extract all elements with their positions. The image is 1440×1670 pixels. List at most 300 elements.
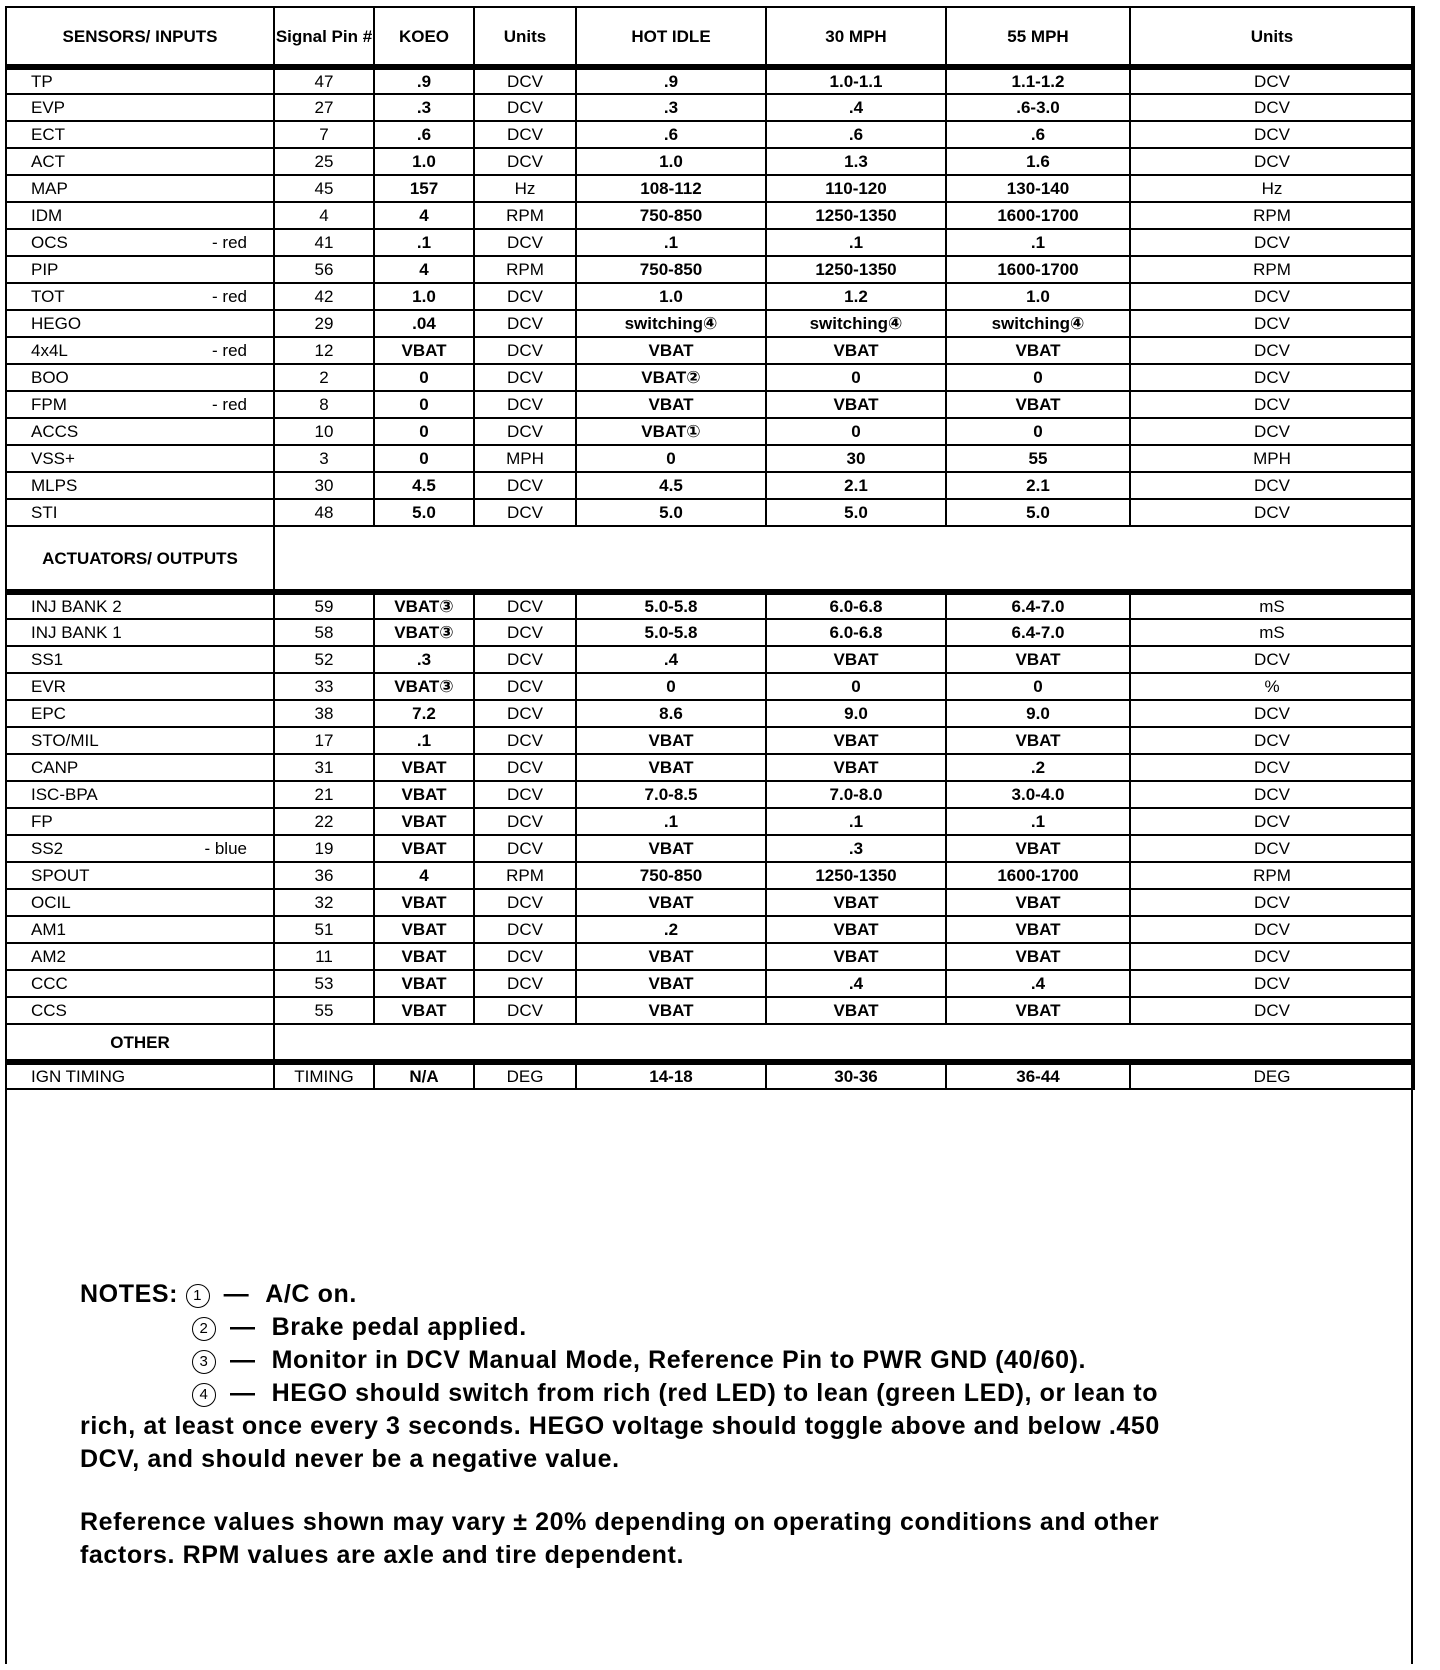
note-text-2: Brake pedal applied. <box>271 1313 527 1341</box>
table-row <box>6 889 1414 916</box>
component-name: CANP <box>31 757 79 777</box>
component-name: TP <box>31 71 53 91</box>
note-line-1 <box>80 1278 1320 1311</box>
cell-koeo: VBAT <box>374 754 474 781</box>
cell-units: DCV <box>474 916 576 943</box>
row-label <box>6 619 274 646</box>
header-units: Units <box>474 7 576 67</box>
row-label <box>6 889 274 916</box>
cell-hot-idle: VBAT <box>576 391 766 418</box>
component-name: STO/MIL <box>31 730 99 750</box>
component-name: SS1 <box>31 649 64 669</box>
cell-units2: mS <box>1130 619 1414 646</box>
cell-mph30: 7.0-8.0 <box>766 781 946 808</box>
row-label <box>6 445 274 472</box>
row-label <box>6 754 274 781</box>
cell-mph55: 130-140 <box>946 175 1130 202</box>
cell-units: Hz <box>474 175 576 202</box>
cell-pin: 45 <box>274 175 374 202</box>
cell-koeo: 0 <box>374 364 474 391</box>
cell-hot-idle: 1.0 <box>576 148 766 175</box>
cell-mph30: .1 <box>766 229 946 256</box>
cell-units2: DCV <box>1130 310 1414 337</box>
cell-units2: DCV <box>1130 67 1414 94</box>
cell-mph30: .6 <box>766 121 946 148</box>
component-name: MLPS <box>31 475 78 495</box>
cell-mph30: 1.3 <box>766 148 946 175</box>
row-label <box>6 202 274 229</box>
cell-koeo: 0 <box>374 445 474 472</box>
component-name: AM1 <box>31 919 66 939</box>
cell-pin: 25 <box>274 148 374 175</box>
note-number-1: 1 <box>186 1284 210 1308</box>
component-name: MAP <box>31 178 68 198</box>
reference-line-1: Reference values shown may vary ± 20% depending on operating conditions and other <box>80 1508 1160 1536</box>
cell-hot-idle: VBAT <box>576 835 766 862</box>
cell-units2: % <box>1130 673 1414 700</box>
cell-pin: 56 <box>274 256 374 283</box>
cell-units2: DCV <box>1130 283 1414 310</box>
cell-units: DCV <box>474 943 576 970</box>
cell-pin: 47 <box>274 67 374 94</box>
cell-mph30: .4 <box>766 94 946 121</box>
component-name: AM2 <box>31 946 66 966</box>
cell-koeo: VBAT <box>374 943 474 970</box>
table-row <box>6 943 1414 970</box>
cell-hot-idle: .9 <box>576 67 766 94</box>
cell-hot-idle: .1 <box>576 229 766 256</box>
section-actuators <box>6 526 1414 592</box>
component-name: SPOUT <box>31 865 90 885</box>
note-continuation-2: DCV, and should never be a negative value. <box>80 1445 620 1473</box>
row-label <box>6 418 274 445</box>
cell-koeo: VBAT <box>374 781 474 808</box>
cell-mph55: 6.4-7.0 <box>946 619 1130 646</box>
cell-units2: DCV <box>1130 781 1414 808</box>
cell-koeo: VBAT③ <box>374 673 474 700</box>
cell-units: DCV <box>474 499 576 526</box>
cell-pin: 19 <box>274 835 374 862</box>
cell-units: DCV <box>474 148 576 175</box>
table-row <box>6 202 1414 229</box>
component-name: TOT <box>31 286 65 306</box>
cell-units2: RPM <box>1130 202 1414 229</box>
wire-color: - red <box>212 395 247 414</box>
cell-mph55: 0 <box>946 673 1130 700</box>
cell-units: DCV <box>474 997 576 1024</box>
table-row <box>6 121 1414 148</box>
cell-units: DCV <box>474 835 576 862</box>
cell-mph30: 9.0 <box>766 700 946 727</box>
cell-mph30: 1.0-1.1 <box>766 67 946 94</box>
cell-mph55: VBAT <box>946 916 1130 943</box>
cell-units2: DCV <box>1130 499 1414 526</box>
cell-mph55: VBAT <box>946 889 1130 916</box>
cell-units: DCV <box>474 970 576 997</box>
cell-koeo: 157 <box>374 175 474 202</box>
cell-koeo: VBAT <box>374 889 474 916</box>
cell-mph30: 110-120 <box>766 175 946 202</box>
cell-mph55: 2.1 <box>946 472 1130 499</box>
cell-units2: DCV <box>1130 727 1414 754</box>
cell-mph30: switching④ <box>766 310 946 337</box>
cell-hot-idle: VBAT <box>576 889 766 916</box>
cell-mph55: VBAT <box>946 391 1130 418</box>
row-label <box>6 916 274 943</box>
cell-units2: DCV <box>1130 808 1414 835</box>
cell-mph30: 6.0-6.8 <box>766 619 946 646</box>
note-text-4: HEGO should switch from rich (red LED) to lean (green LED), or lean to <box>271 1379 1159 1407</box>
cell-mph30: 1250-1350 <box>766 862 946 889</box>
cell-units2: RPM <box>1130 256 1414 283</box>
row-label <box>6 121 274 148</box>
cell-mph30: 1250-1350 <box>766 202 946 229</box>
component-name: ACCS <box>31 421 79 441</box>
table-row <box>6 418 1414 445</box>
cell-mph55: .6-3.0 <box>946 94 1130 121</box>
row-label <box>6 391 274 418</box>
row-label <box>6 337 274 364</box>
note-dash: — <box>223 1280 250 1308</box>
cell-hot-idle: VBAT <box>576 727 766 754</box>
cell-units: RPM <box>474 202 576 229</box>
cell-hot-idle: 0 <box>576 445 766 472</box>
cell-pin: 38 <box>274 700 374 727</box>
table-row <box>6 673 1414 700</box>
cell-units2: DCV <box>1130 970 1414 997</box>
cell-mph30: 1250-1350 <box>766 256 946 283</box>
cell-mph30: 5.0 <box>766 499 946 526</box>
cell-mph55: 1.6 <box>946 148 1130 175</box>
header-koeo: KOEO <box>374 7 474 67</box>
cell-units2: DCV <box>1130 997 1414 1024</box>
row-label <box>6 472 274 499</box>
cell-mph30: 6.0-6.8 <box>766 592 946 619</box>
cell-hot-idle: switching④ <box>576 310 766 337</box>
note-text-3: Monitor in DCV Manual Mode, Reference Pin to PWR GND (40/60). <box>271 1346 1087 1374</box>
table-row <box>6 592 1414 619</box>
cell-hot-idle: 4.5 <box>576 472 766 499</box>
cell-koeo: 0 <box>374 418 474 445</box>
row-label <box>6 700 274 727</box>
component-name: OCIL <box>31 892 71 912</box>
cell-pin: 36 <box>274 862 374 889</box>
cell-koeo: .9 <box>374 67 474 94</box>
header-hot-idle: HOT IDLE <box>576 7 766 67</box>
wire-color: - red <box>212 341 247 360</box>
row-label <box>6 229 274 256</box>
cell-pin: 17 <box>274 727 374 754</box>
cell-mph55: switching④ <box>946 310 1130 337</box>
cell-mph55: 6.4-7.0 <box>946 592 1130 619</box>
cell-units: DCV <box>474 700 576 727</box>
cell-pin: 53 <box>274 970 374 997</box>
cell-units: RPM <box>474 256 576 283</box>
table-row <box>6 700 1414 727</box>
cell-mph30: 0 <box>766 418 946 445</box>
cell-hot-idle: 750-850 <box>576 256 766 283</box>
cell-pin: 30 <box>274 472 374 499</box>
cell-pin: 48 <box>274 499 374 526</box>
table-row <box>6 619 1414 646</box>
cell-koeo: VBAT <box>374 916 474 943</box>
cell-pin: 51 <box>274 916 374 943</box>
cell-units2: DCV <box>1130 391 1414 418</box>
cell-units: DCV <box>474 889 576 916</box>
cell-units2: RPM <box>1130 862 1414 889</box>
cell-hot-idle: VBAT <box>576 337 766 364</box>
cell-koeo: .04 <box>374 310 474 337</box>
cell-mph30: VBAT <box>766 646 946 673</box>
cell-units2: DCV <box>1130 700 1414 727</box>
cell-pin: 8 <box>274 391 374 418</box>
cell-units: DCV <box>474 283 576 310</box>
row-label <box>6 310 274 337</box>
note-number-2: 2 <box>192 1317 216 1341</box>
table-row <box>6 364 1414 391</box>
table-row <box>6 67 1414 94</box>
component-name: FP <box>31 811 53 831</box>
cell-units: DCV <box>474 619 576 646</box>
cell-mph55: VBAT <box>946 997 1130 1024</box>
cell-mph55: VBAT <box>946 646 1130 673</box>
cell-mph55: 9.0 <box>946 700 1130 727</box>
section-other-blank <box>274 1024 1414 1062</box>
component-name: EVR <box>31 676 66 696</box>
cell-koeo: 4 <box>374 202 474 229</box>
cell-units2: DCV <box>1130 646 1414 673</box>
cell-mph55: VBAT <box>946 727 1130 754</box>
cell-mph30: 30 <box>766 445 946 472</box>
table-row <box>6 916 1414 943</box>
cell-mph55: 36-44 <box>946 1062 1130 1089</box>
cell-mph55: VBAT <box>946 835 1130 862</box>
cell-units: DCV <box>474 646 576 673</box>
reference-values-table <box>5 6 1415 1090</box>
cell-hot-idle: .2 <box>576 916 766 943</box>
cell-units2: DCV <box>1130 337 1414 364</box>
cell-hot-idle: .4 <box>576 646 766 673</box>
note-text-1: A/C on. <box>265 1280 357 1308</box>
cell-units: DCV <box>474 391 576 418</box>
cell-hot-idle: 14-18 <box>576 1062 766 1089</box>
cell-koeo: 1.0 <box>374 283 474 310</box>
cell-units: DCV <box>474 727 576 754</box>
row-label <box>6 835 274 862</box>
table-row <box>6 256 1414 283</box>
row-label <box>6 499 274 526</box>
cell-koeo: 4 <box>374 862 474 889</box>
table-row <box>6 499 1414 526</box>
cell-mph55: 3.0-4.0 <box>946 781 1130 808</box>
cell-mph30: VBAT <box>766 916 946 943</box>
cell-koeo: .6 <box>374 121 474 148</box>
row-label <box>6 808 274 835</box>
component-name: EPC <box>31 703 66 723</box>
cell-mph30: 0 <box>766 673 946 700</box>
component-name: VSS+ <box>31 448 75 468</box>
cell-units2: DCV <box>1130 916 1414 943</box>
cell-hot-idle: .3 <box>576 94 766 121</box>
cell-mph30: VBAT <box>766 754 946 781</box>
note-dash: — <box>230 1313 256 1341</box>
cell-pin: 21 <box>274 781 374 808</box>
table-row <box>6 727 1414 754</box>
component-name: ACT <box>31 151 65 171</box>
cell-hot-idle: 750-850 <box>576 862 766 889</box>
cell-units: DCV <box>474 472 576 499</box>
cell-units2: MPH <box>1130 445 1414 472</box>
cell-mph30: 1.2 <box>766 283 946 310</box>
note-line-2 <box>80 1311 1320 1344</box>
row-label <box>6 94 274 121</box>
cell-hot-idle: VBAT <box>576 943 766 970</box>
note-line-3 <box>80 1344 1320 1377</box>
cell-mph55: .1 <box>946 808 1130 835</box>
cell-mph55: .4 <box>946 970 1130 997</box>
cell-hot-idle: 1.0 <box>576 283 766 310</box>
cell-koeo: 4 <box>374 256 474 283</box>
table-row <box>6 445 1414 472</box>
component-name: STI <box>31 502 58 522</box>
cell-koeo: .1 <box>374 229 474 256</box>
section-other-label: OTHER <box>6 1024 274 1062</box>
row-label <box>6 862 274 889</box>
cell-units2: DCV <box>1130 943 1414 970</box>
component-name: SS2 <box>31 838 64 858</box>
cell-mph30: .4 <box>766 970 946 997</box>
wire-color: - blue <box>204 839 247 858</box>
cell-units2: DCV <box>1130 418 1414 445</box>
cell-pin: 33 <box>274 673 374 700</box>
cell-hot-idle: .6 <box>576 121 766 148</box>
cell-units: DCV <box>474 754 576 781</box>
cell-mph30: VBAT <box>766 391 946 418</box>
cell-units2: DCV <box>1130 121 1414 148</box>
cell-mph30: VBAT <box>766 997 946 1024</box>
table-row <box>6 754 1414 781</box>
note-dash: — <box>230 1379 256 1407</box>
table-row <box>6 970 1414 997</box>
cell-units2: DCV <box>1130 148 1414 175</box>
cell-units: DCV <box>474 67 576 94</box>
table-row <box>6 862 1414 889</box>
cell-units2: DCV <box>1130 889 1414 916</box>
cell-units: DCV <box>474 592 576 619</box>
cell-koeo: VBAT <box>374 808 474 835</box>
cell-pin: 7 <box>274 121 374 148</box>
cell-mph55: 5.0 <box>946 499 1130 526</box>
row-label <box>6 67 274 94</box>
table-row <box>6 391 1414 418</box>
cell-units: DCV <box>474 229 576 256</box>
cell-pin: 32 <box>274 889 374 916</box>
table-row <box>6 229 1414 256</box>
cell-koeo: 7.2 <box>374 700 474 727</box>
cell-pin: 42 <box>274 283 374 310</box>
notes-section <box>80 1278 1320 1572</box>
header-55-mph: 55 MPH <box>946 7 1130 67</box>
cell-koeo: .3 <box>374 646 474 673</box>
cell-mph55: 1600-1700 <box>946 256 1130 283</box>
cell-units: DEG <box>474 1062 576 1089</box>
row-label <box>6 646 274 673</box>
cell-pin: 2 <box>274 364 374 391</box>
cell-mph55: 1600-1700 <box>946 202 1130 229</box>
component-name: INJ BANK 2 <box>31 596 122 616</box>
cell-hot-idle: VBAT① <box>576 418 766 445</box>
cell-pin: 41 <box>274 229 374 256</box>
header-sensors: SENSORS/ INPUTS <box>6 7 274 67</box>
header-row <box>6 7 1414 67</box>
cell-koeo: .3 <box>374 94 474 121</box>
reference-line-2: factors. RPM values are axle and tire dependent. <box>80 1541 684 1569</box>
cell-koeo: VBAT <box>374 835 474 862</box>
component-name: IGN TIMING <box>31 1066 126 1086</box>
cell-mph30: 30-36 <box>766 1062 946 1089</box>
cell-pin: 52 <box>274 646 374 673</box>
cell-mph55: .2 <box>946 754 1130 781</box>
table-row <box>6 781 1414 808</box>
component-name: BOO <box>31 367 69 387</box>
component-name: OCS <box>31 232 68 252</box>
component-name: EVP <box>31 97 66 117</box>
cell-units: RPM <box>474 862 576 889</box>
note-number-4: 4 <box>192 1383 216 1407</box>
cell-units2: mS <box>1130 592 1414 619</box>
section-other <box>6 1024 1414 1062</box>
header-signal-pin: Signal Pin # <box>274 7 374 67</box>
cell-units2: DCV <box>1130 229 1414 256</box>
cell-koeo: 0 <box>374 391 474 418</box>
wire-color: - red <box>212 287 247 306</box>
cell-pin: 12 <box>274 337 374 364</box>
cell-koeo: N/A <box>374 1062 474 1089</box>
cell-mph30: 2.1 <box>766 472 946 499</box>
cell-units2: DCV <box>1130 472 1414 499</box>
row-label <box>6 943 274 970</box>
notes-label: NOTES: <box>80 1280 179 1308</box>
component-name: ECT <box>31 124 65 144</box>
cell-units: DCV <box>474 364 576 391</box>
cell-koeo: VBAT <box>374 337 474 364</box>
table-row <box>6 646 1414 673</box>
row-label <box>6 997 274 1024</box>
cell-pin: 58 <box>274 619 374 646</box>
component-name: ISC-BPA <box>31 784 98 804</box>
note-number-3: 3 <box>192 1350 216 1374</box>
table-row <box>6 175 1414 202</box>
cell-hot-idle: 0 <box>576 673 766 700</box>
row-label <box>6 592 274 619</box>
table-row <box>6 472 1414 499</box>
table-row <box>6 310 1414 337</box>
cell-mph30: .1 <box>766 808 946 835</box>
cell-mph55: 55 <box>946 445 1130 472</box>
row-label <box>6 727 274 754</box>
cell-pin: 31 <box>274 754 374 781</box>
cell-hot-idle: VBAT <box>576 997 766 1024</box>
cell-mph30: VBAT <box>766 337 946 364</box>
cell-koeo: 5.0 <box>374 499 474 526</box>
cell-pin: 27 <box>274 94 374 121</box>
table-row <box>6 283 1414 310</box>
cell-mph30: VBAT <box>766 889 946 916</box>
row-label <box>6 970 274 997</box>
row-label <box>6 283 274 310</box>
cell-units2: DCV <box>1130 364 1414 391</box>
cell-hot-idle: VBAT <box>576 970 766 997</box>
